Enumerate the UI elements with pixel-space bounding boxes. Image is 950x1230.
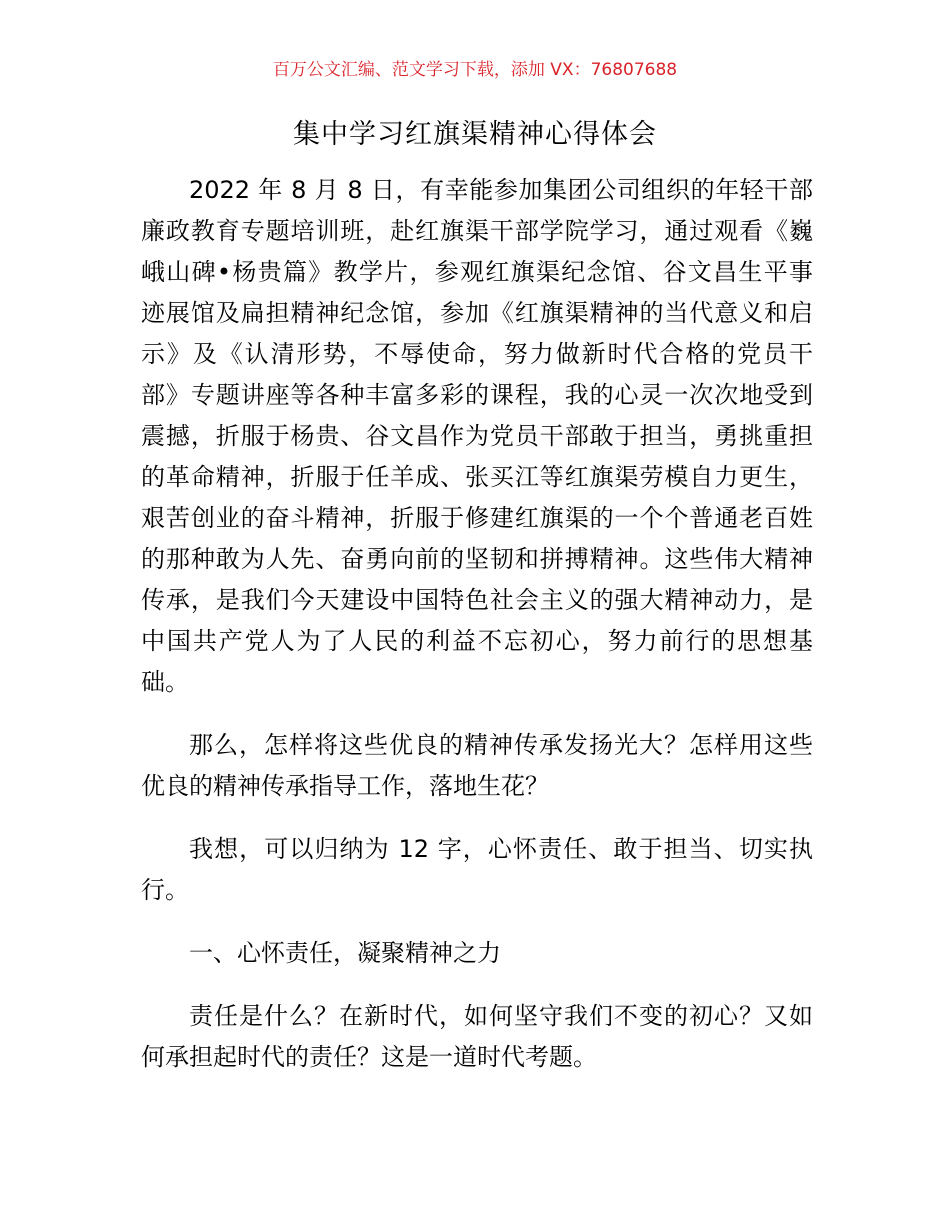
section-heading-text: 一、心怀责任，凝聚精神之力: [189, 939, 501, 967]
document-body: [141, 170, 813, 1100]
paragraph-line: 何承担起时代的责任？这是一道时代考题。: [141, 1043, 597, 1071]
paragraph-line: 我想，可以归纳为 12 字，心怀责任、敢于担当、切实执: [189, 835, 813, 863]
paragraph-line: 震撼，折服于杨贵、谷文昌作为党员干部敢于担当，勇挑重担: [141, 422, 813, 450]
section-heading-1: [141, 933, 813, 974]
paragraph-line: 廉政教育专题培训班，赴红旗渠干部学院学习，通过观看《巍: [141, 217, 813, 245]
paragraph-question: [141, 725, 813, 807]
paragraph-line: 责任是什么？在新时代，如何坚守我们不变的初心？又如: [189, 1002, 813, 1030]
paragraph-line: 优良的精神传承指导工作，落地生花？: [141, 772, 549, 800]
watermark-banner: 百万公文汇编、范文学习下载，添加 VX：76807688: [272, 60, 678, 80]
paragraph-line: 峨山碑•杨贵篇》教学片，参观红旗渠纪念馆、谷文昌生平事: [141, 258, 813, 286]
paragraph-line: 的革命精神，折服于任羊成、张买江等红旗渠劳模自力更生，: [141, 463, 813, 491]
document-title: 集中学习红旗渠精神心得体会: [293, 119, 657, 150]
paragraph-line: 迹展馆及扁担精神纪念馆，参加《红旗渠精神的当代意义和启: [141, 299, 813, 327]
paragraph-line: 部》专题讲座等各种丰富多彩的课程，我的心灵一次次地受到: [141, 381, 813, 409]
paragraph-line: 的那种敢为人先、奋勇向前的坚韧和拼搏精神。这些伟大精神: [141, 545, 813, 573]
paragraph-summary: [141, 829, 813, 911]
paragraph-intro: [141, 170, 813, 703]
paragraph-line: 传承，是我们今天建设中国特色社会主义的强大精神动力，是: [141, 586, 813, 614]
paragraph-line: 2022 年 8 月 8 日，有幸能参加集团公司组织的年轻干部: [189, 176, 813, 204]
paragraph-line: 行。: [141, 876, 189, 904]
paragraph-line: 示》及《认清形势，不辱使命，努力做新时代合格的党员干: [141, 340, 813, 368]
paragraph-line: 础。: [141, 668, 189, 696]
paragraph-line: 中国共产党人为了人民的利益不忘初心，努力前行的思想基: [141, 627, 813, 655]
paragraph-responsibility: [141, 996, 813, 1078]
paragraph-line: 艰苦创业的奋斗精神，折服于修建红旗渠的一个个普通老百姓: [141, 504, 813, 532]
paragraph-line: 那么，怎样将这些优良的精神传承发扬光大？怎样用这些: [189, 731, 813, 759]
